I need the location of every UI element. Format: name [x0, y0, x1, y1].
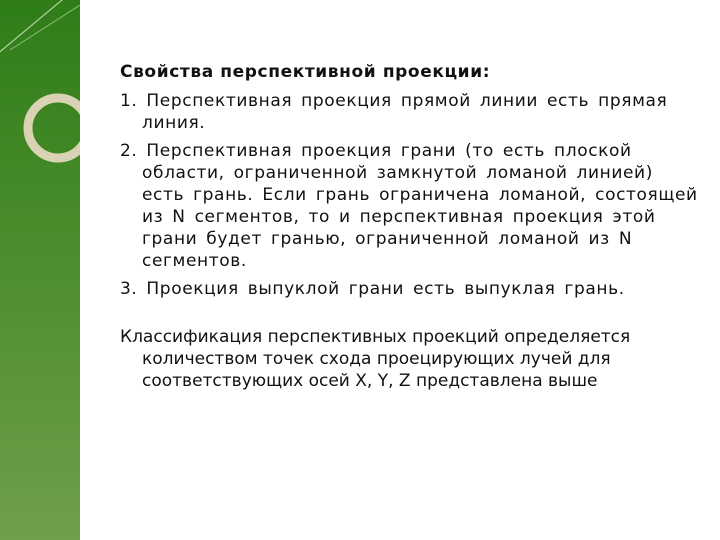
decor-line-2 — [10, 5, 80, 50]
classification-paragraph: Классификация перспективных проекций определяется количеством точек схода проецирующих лучей для соответствующих осей X, Y, Z представлена выше — [120, 327, 631, 391]
decorative-sidebar — [0, 0, 80, 540]
property-item-2: 2. Перспективная проекция грани (то есть плоской области, ограниченной замкнутой ломаной линией) есть грань. Если грань ограничена ломаной, состоящей из N сегментов, то и перспективная проекция этой грани будет гранью, ограниченной ломаной из N сегментов. — [120, 141, 698, 271]
sidebar-decoration — [0, 0, 80, 540]
decor-line — [0, 0, 80, 60]
slide-content — [120, 60, 700, 392]
property-item-3: 3. Проекция выпуклой грани есть выпуклая грань. — [120, 279, 625, 299]
property-item-1: 1. Перспективная проекция прямой линии есть прямая линия. — [120, 91, 668, 133]
slide-title: Свойства перспективной проекции: — [120, 62, 491, 82]
decor-ring — [28, 98, 80, 158]
